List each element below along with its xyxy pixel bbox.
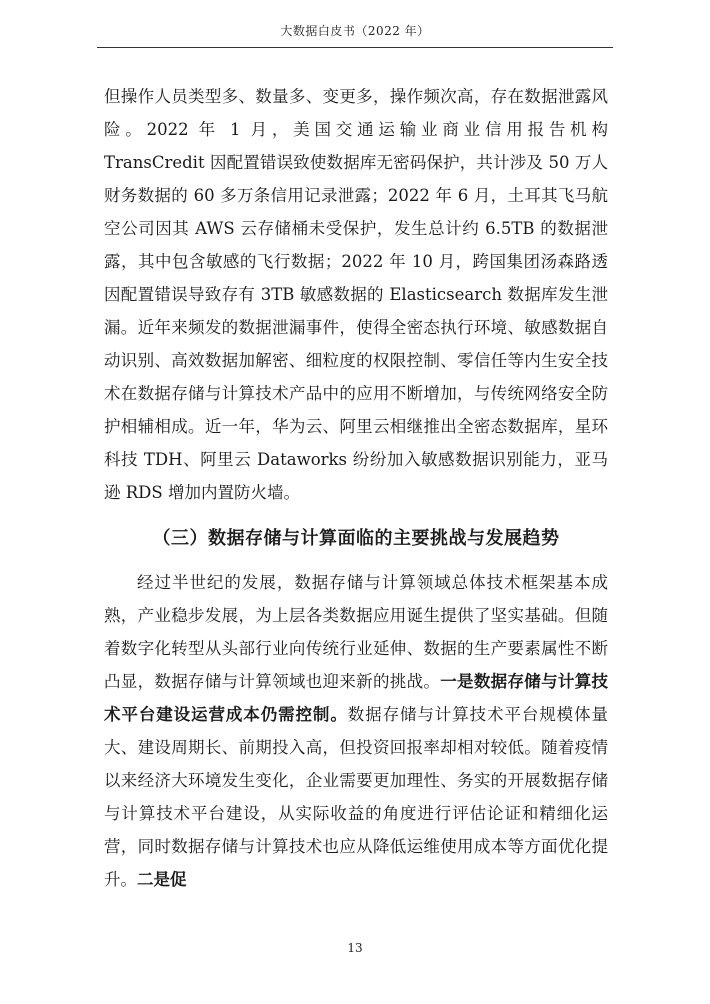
challenge-two-heading: 二是促: [137, 870, 187, 889]
section-heading: （三）数据存储与计算面临的主要挑战与发展趋势: [152, 528, 560, 549]
paragraph-challenges-intro: 经过半世纪的发展，数据存储与计算领域总体技术框架基本成熟，产业稳步发展，为上层各类数据应用诞生提供了坚实基础。但随着数字化转型从头部行业向传统行业延伸、数据的生产要素属性不断凸显，数据存储与计算领域也迎来新的挑战。: [104, 573, 608, 691]
paragraph-challenges-body: 数据存储与计算技术平台规模体量大、建设周期长、前期投入高，但投资回报率却相对较低。随着疫情以来经济大环境发生变化，企业需要更加理性、务实的开展数据存储与计算技术平台建设，从实际收益的角度进行评估论证和精细化运营，同时数据存储与计算技术也应从降低运维使用成本等方面优化提升。: [104, 705, 609, 889]
paragraph-challenges: [104, 566, 608, 896]
page-body: [104, 80, 608, 896]
challenge-one-heading: 一是数据存储与计算技术平台建设运营成本仍需控制。: [104, 672, 609, 724]
paragraph-data-leak-cases: 但操作人员类型多、数量多、变更多，操作频次高，存在数据泄露风险。2022 年 1 月，美国交通运输业商业信用报告机构 TransCredit 因配置错误致使数据库无密码保护，共计涉及 50 万人财务数据的 60 多万条信用记录泄露；2022 年 6 月，土耳其飞马航空公司因其 AWS 云存储桶未受保护，发生总计约 6.5TB 的数据泄露，其中包含敏感的飞行数据；2022 年 10 月，跨国集团汤森路透因配置错误导致存有 3TB 敏感数据的 Elasticsearch 数据库发生泄漏。近年来频发的数据泄漏事件，使得全密态执行环境、敏感数据自动识别、高效数据加解密、细粒度的权限控制、零信任等内生安全技术在数据存储与计算技术产品中的应用不断增加，与传统网络安全防护相辅相成。近一年，华为云、阿里云相继推出全密态数据库，星环科技 TDH、阿里云 Dataworks 纷纷加入敏感数据识别能力，亚马逊 RDS 增加内置防火墙。: [104, 87, 608, 502]
header-divider: [97, 47, 613, 48]
running-header: 大数据白皮书（2022 年）: [280, 24, 430, 38]
page-number: 13: [347, 941, 363, 955]
